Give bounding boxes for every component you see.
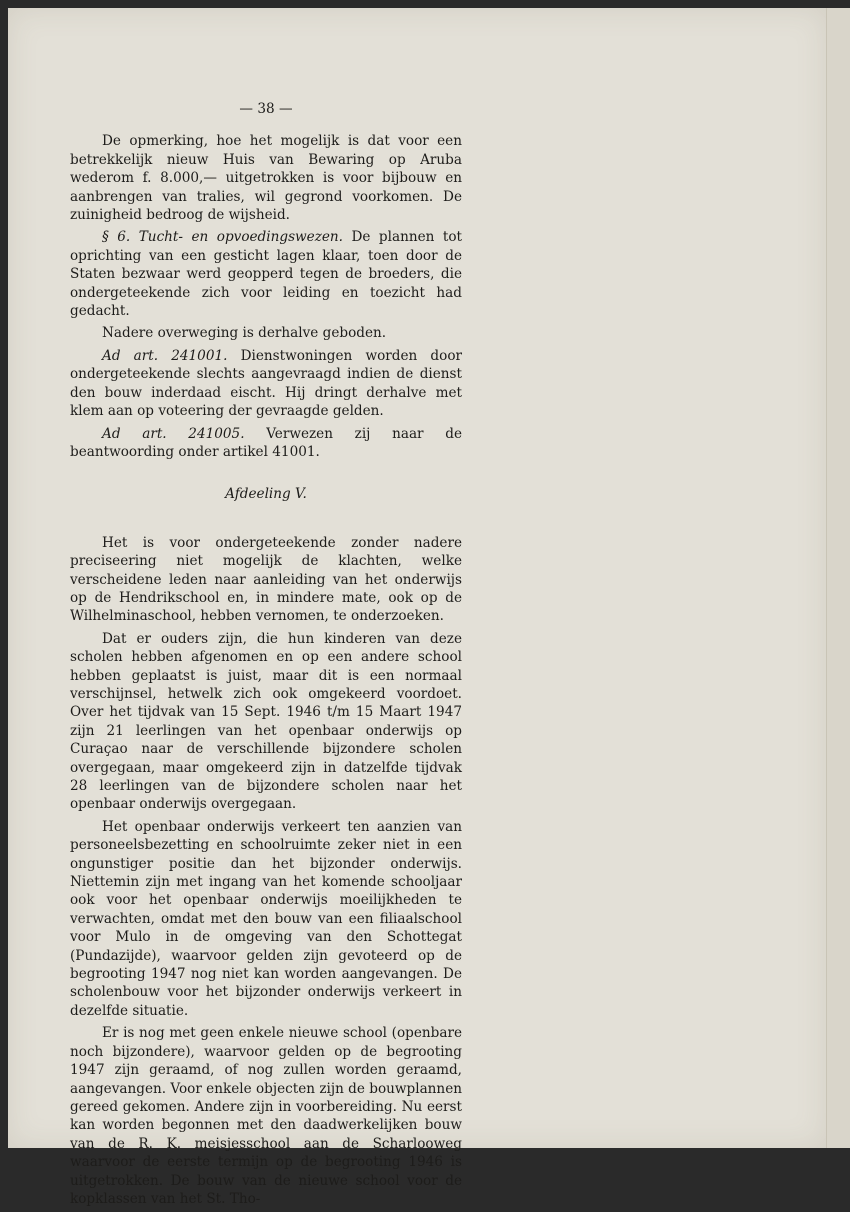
paragraph-ouders: Dat er ouders zijn, die hun kinderen van deze scholen hebben afgenomen en op een andere school hebben geplaatst is juist, maar dit is een normaal verschijnsel, hetwelk zich ook omgekeerd voordoet. Over het tijdvak van 15 Sept. 1946 t/m 15 Maart 1947 zijn 21 leerlingen van het openbaar onderwijs op Curaçao naar de verschillende bijzondere scholen overgegaan, maar omgekeerd zijn in datzelfde tijdvak 28 leerlingen van de bijzondere scholen naar het openbaar onderwijs overgegaan. [70,630,462,813]
section-title-afdeeling-v: Afdeeling V. [225,486,307,503]
paragraph-nieuwe-school: Er is nog met geen enkele nieuwe school (openbare noch bijzondere), waarvoor gelden op de begrooting 1947 zijn geraamd, of nog zullen worden geraamd, aangevangen. Voor enkele objecten zijn de bouwplannen gereed gekomen. Andere zijn in voorbereiding. Nu eerst kan worden begonnen met den daadwerkelijken bouw van de R. K. meisjesschool aan de Scharlooweg waarvoor de eerste termijn op de begrooting 1946 is uitgetrokken. De bouw van de nieuwe school voor de kopklassen van het St. Tho- [70,1025,462,1207]
art-241005-heading: Ad art. 241005. [102,425,245,442]
page-number: — 38 — [239,101,293,117]
document-page [8,8,826,1207]
paragraph-art-241001 [70,347,462,421]
section-6-heading: § 6. Tucht- en opvoedingswezen. [102,229,344,246]
art-241005-text: Verwezen zij naar de beantwoording onder artikel 41001. [70,425,462,460]
art-241001-text: Dienstwoningen worden door ondergeteekende slechts aangevraagd indien de dienst den bouw inderdaad eischt. Hij dringt derhalve met klem aan op voteering der gevraagde gelden. [70,347,462,420]
art-241001-heading: Ad art. 241001. [102,347,228,364]
paragraph-huis-van-bewaring: De opmerking, hoe het mogelijk is dat voor een betrekkelijk nieuw Huis van Bewaring op Aruba wederom f. 8.000,— uitgetrokken is voor bijbouw en aanbrengen van tralies, wil gegrond voorkomen. De zuinigheid bedroog de wijsheid. [70,133,462,224]
paragraph-art-241005 [70,425,462,462]
paragraph-nadere-overweging: Nadere overweging is derhalve geboden. [102,325,387,342]
paragraph-openbaar-onderwijs: Het openbaar onderwijs verkeert ten aanzien van personeelsbezetting en schoolruimte zeker niet in een ongunstiger positie dan het bijzonder onderwijs. Niettemin zijn met ingang van het komende schooljaar ook voor het openbaar onderwijs moeilijkheden te verwachten, omdat met den bouw van een filiaalschool voor Mulo in de omgeving van den Schottegat (Pundazijde), waarvoor gelden zijn gevoteerd op de begrooting 1947 nog niet kan worden aangevangen. De scholenbouw voor het bijzonder onderwijs verkeert in dezelfde situatie. [70,818,462,1019]
paragraph-klachten: Het is voor ondergeteekende zonder nadere preciseering niet mogelijk de klachten, welke verscheidene leden naar aanleiding van het onderwijs op de Hendrikschool en, in mindere mate, ook op de Wilhelminaschool, hebben vernomen, te onderzoeken. [70,534,462,625]
page-edge [826,8,850,1148]
paragraph-section-6 [70,228,462,320]
page-content [70,100,462,1212]
section-6-text: De plannen tot oprichting van een gesticht lagen klaar, toen door de Staten bezwaar werd geopperd tegen de broeders, die ondergeteekende zich voor leiding en toezicht had gedacht. [70,229,462,320]
